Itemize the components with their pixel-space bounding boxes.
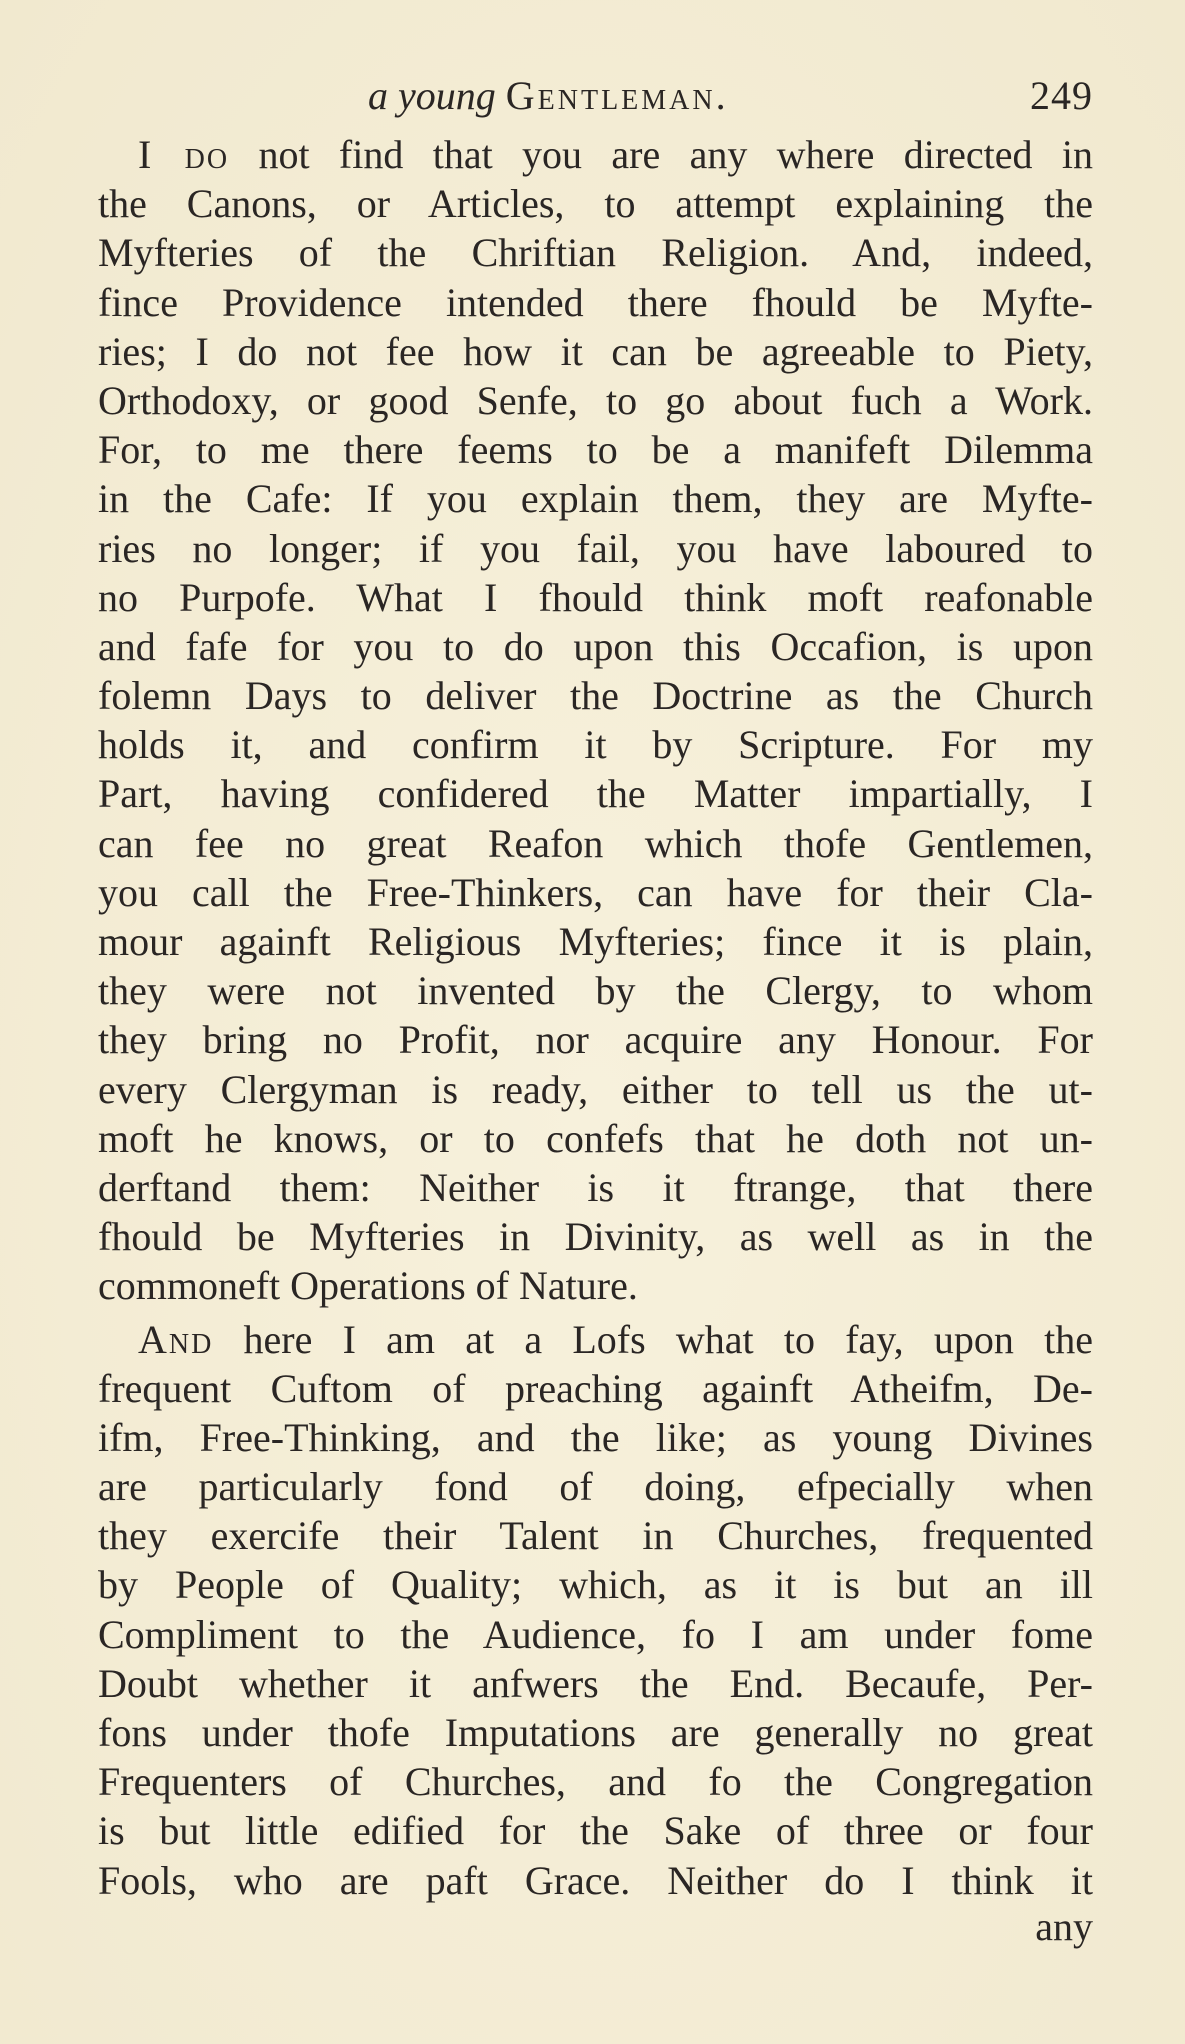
paragraph-1-line-11: and fafe for you to do upon this Occafion, is upon bbox=[98, 623, 1093, 669]
paragraph-2-line-12: Fools, who are paft Grace. Neither do I think it bbox=[98, 1857, 1093, 1903]
paragraph-1-line-18: they were not invented by the Clergy, to whom bbox=[98, 968, 1093, 1014]
paragraph-1-line-24: commoneft Operations of Nature. bbox=[98, 1263, 638, 1309]
paragraph-2-lead: And bbox=[138, 1316, 214, 1362]
paragraph-1-line-17: mour againft Religious Myfteries; fince it is plain, bbox=[98, 919, 1093, 964]
paragraph-1-line-21: moft he knows, or to confefs that he doth not un- bbox=[98, 1115, 1093, 1161]
paragraph-1-line-1: I do not find that you are any where directed in bbox=[138, 132, 1093, 177]
paragraph-1-line-22: derftand them: Neither is it ftrange, that there bbox=[98, 1164, 1093, 1210]
paragraph-2-line-1: And here I am at a Lofs what to fay, upon the bbox=[138, 1316, 1093, 1362]
paragraph-2-line-5: they exercife their Talent in Churches, frequented bbox=[98, 1513, 1093, 1559]
paragraph-2-line-11: is but little edified for the Sake of three or four bbox=[98, 1808, 1093, 1854]
paragraph-1-lead: I do bbox=[138, 132, 230, 177]
paragraph-2-line-4: are particularly fond of doing, efpecially when bbox=[98, 1464, 1093, 1510]
paragraph-1-line-23: fhould be Myfteries in Divinity, as well as in the bbox=[98, 1214, 1093, 1260]
paragraph-2-line-2: frequent Cuftom of preaching againft Atheifm, De- bbox=[98, 1365, 1093, 1411]
paragraph-1-line-15: can fee no great Reafon which thofe Gentlemen, bbox=[98, 820, 1093, 866]
running-title-caps: Gentleman. bbox=[505, 73, 729, 118]
paragraph-2-line-9: fons under thofe Imputations are generally no great bbox=[98, 1710, 1093, 1755]
paragraph-1-line-6: Orthodoxy, or good Senfe, to go about fuch a Work. bbox=[98, 377, 1093, 423]
paragraph-2-line-8: Doubt whether it anfwers the End. Becaufe, Per- bbox=[98, 1660, 1093, 1706]
paragraph-2-line-10: Frequenters of Churches, and fo the Congregation bbox=[98, 1759, 1093, 1805]
paragraph-1-line-3: Myfteries of the Chriftian Religion. And, indeed, bbox=[98, 230, 1093, 276]
paragraph-1-line-2: the Canons, or Articles, to attempt explaining the bbox=[98, 181, 1093, 227]
paragraph-1-line-8: in the Cafe: If you explain them, they are Myfte- bbox=[98, 476, 1093, 522]
paragraph-1-line-12: folemn Days to deliver the Doctrine as the Church bbox=[98, 673, 1093, 719]
paragraph-1-line-19: they bring no Profit, nor acquire any Honour. For bbox=[98, 1017, 1093, 1063]
paragraph-1-line-4: fince Providence intended there fhould be Myfte- bbox=[98, 279, 1093, 325]
catchword: any bbox=[1035, 1904, 1093, 1949]
paragraph-1-line-16: you call the Free-Thinkers, can have for their Cla- bbox=[98, 869, 1093, 915]
paragraph-1-line-7: For, to me there feems to be a manifeft Dilemma bbox=[98, 427, 1093, 473]
paragraph-2-line-3: ifm, Free-Thinking, and the like; as young Divines bbox=[98, 1414, 1093, 1460]
page-number: 249 bbox=[1030, 73, 1093, 118]
running-head bbox=[98, 68, 1093, 124]
running-title bbox=[368, 68, 729, 124]
paragraph-1-line-14: Part, having confidered the Matter impartially, I bbox=[98, 771, 1093, 817]
paragraph-1-line-9: ries no longer; if you fail, you have laboured to bbox=[98, 525, 1093, 571]
paragraph-2-line-7: Compliment to the Audience, fo I am under fome bbox=[98, 1611, 1093, 1657]
paragraph-1-line-10: no Purpofe. What I fhould think moft reafonable bbox=[98, 574, 1093, 620]
paragraph-2-line-6: by People of Quality; which, as it is but an ill bbox=[98, 1562, 1093, 1608]
body-text bbox=[98, 130, 1093, 1905]
paragraph-1-line-20: every Clergyman is ready, either to tell us the ut- bbox=[98, 1066, 1093, 1112]
paragraph-1-line-13: holds it, and confirm it by Scripture. For my bbox=[98, 722, 1093, 768]
running-title-italic: a young bbox=[368, 73, 496, 118]
paragraph-1-line-5: ries; I do not fee how it can be agreeable to Piety, bbox=[98, 328, 1093, 374]
